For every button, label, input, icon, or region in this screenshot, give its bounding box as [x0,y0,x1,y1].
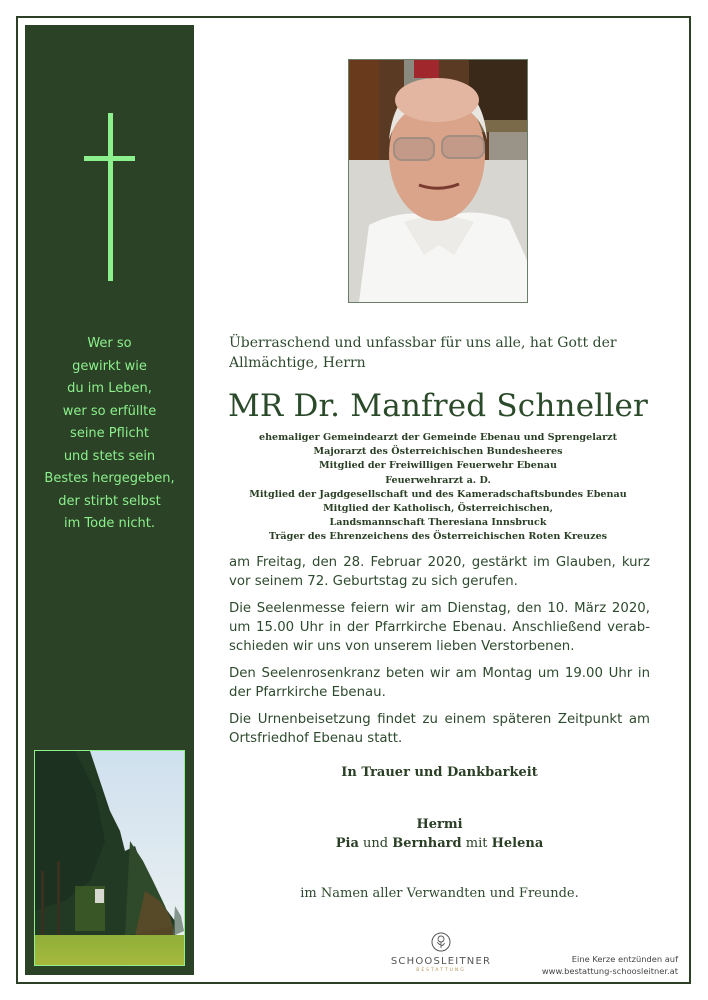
cross-icon-bar [84,156,135,161]
title-line: Feuerwehrarzt a. D. [385,474,491,486]
titles-list [210,431,666,545]
candle-info [508,953,678,977]
intro-text: Überraschend und unfassbar für uns alle, hat Gott der Allmächtige, Herrn [229,335,617,371]
poem-line: Bestes hergegeben, [44,471,175,486]
mourning-line: In Trauer und Dankbarkeit [341,765,538,780]
family-name: Helena [491,836,544,851]
title-line: Mitglied der Katholisch, Österreichischen, [323,503,553,515]
funeral-home-logo [386,932,496,973]
family-name: Bernhard [392,836,462,851]
deceased-name: MR Dr. Manfred Schneller [227,388,649,424]
title-line: Träger des Ehrenzeichens des Österreichischen Roten Kreuzes [268,531,608,543]
poem-line: du im Leben, [67,381,152,396]
poem [25,333,194,536]
title-line: Landsmannschaft Theresiana Innsbruck [329,517,547,529]
candle-text: Eine Kerze entzünden auf [571,954,678,964]
poem-line: und stets sein [63,448,156,464]
title-line: ehemaliger Gemeindearzt der Gemeinde Ebenau und Sprengelarzt [258,432,618,443]
poem-line: gewirkt wie [72,358,147,374]
poem-line: Wer so [87,336,132,351]
cross-icon [108,113,113,281]
title-line: Mitglied der Freiwilligen Feuerwehr Ebenau [318,460,557,472]
rose-icon [431,932,451,952]
family-names [229,815,650,853]
family-name: Hermi [416,817,463,832]
logo-subtitle: BESTATTUNG [416,968,466,973]
logo-name: SCHOOSLEITNER [390,956,492,967]
death-paragraph: am Freitag, den 28. Februar 2020, gestärkt im Glauben, kurz vor seinem 72. Geburtstag zu sich gerufen. [229,555,650,589]
notice-body [229,553,650,756]
poem-line: im Tode nicht. [64,516,155,531]
family-conjunction: mit [465,836,488,851]
title-line: Mitglied der Jagdgesellschaft und des Kameradschaftsbundes Ebenau [249,488,627,500]
title-line: Majorarzt des Österreichischen Bundesheeres [313,446,563,458]
landscape-photo [34,750,185,966]
poem-line: der stirbt selbst [58,493,161,509]
burial-paragraph: Die Urnenbeisetzung findet zu einem späteren Zeitpunkt am Ortsfriedhof Ebenau statt. [229,712,650,746]
poem-line: wer so erfüllte [62,403,157,419]
mass-paragraph: Die Seelenmesse feiern wir am Dienstag, den 10. März 2020, um 15.00 Uhr in der Pfarrkirche Ebenau. Anschließend verabschieden wir uns von unserem lieben Verstorbenen. [229,601,650,654]
rosary-paragraph: Den Seelenrosenkranz beten wir am Montag um 19.00 Uhr in der Pfarrkirche Ebenau. [229,666,650,700]
portrait-photo [348,59,528,303]
poem-line: seine Pflicht [70,426,149,441]
candle-link[interactable]: www.bestattung-schoosleitner.at [541,966,678,976]
closing-line: im Namen aller Verwandten und Freunde. [300,886,579,901]
family-name: Pia [335,836,359,851]
family-conjunction: und [363,836,389,851]
